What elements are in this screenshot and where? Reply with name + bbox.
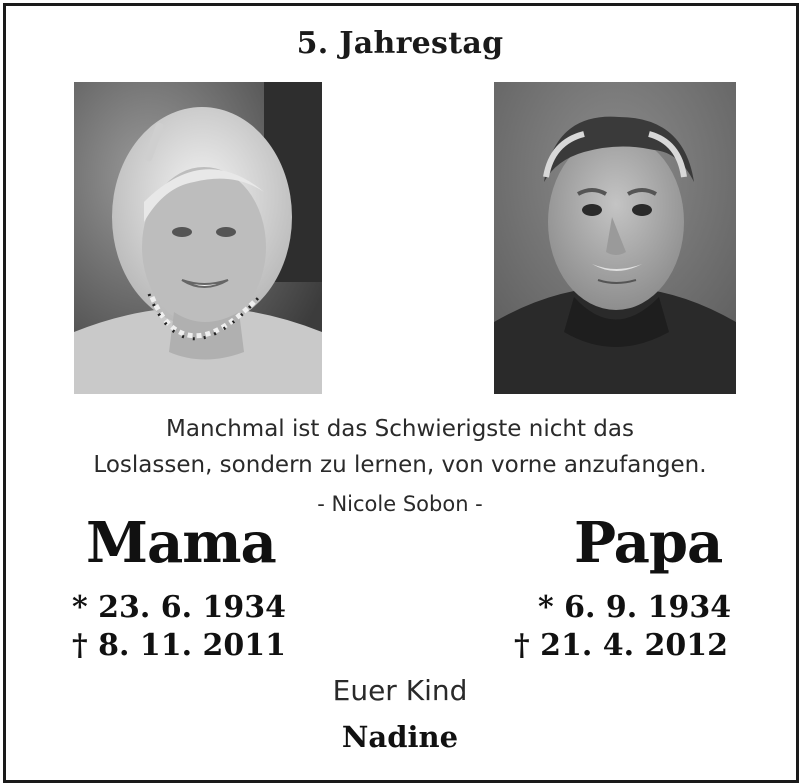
mama-birth-date: * 23. 6. 1934 [72,590,287,625]
mama-name: Mama [86,510,276,576]
mama-death-date: † 8. 11. 2011 [72,628,287,663]
papa-photo [494,82,736,394]
papa-birth-date: * 6. 9. 1934 [538,590,732,625]
quote-line-1: Manchmal ist das Schwierigste nicht das [166,416,634,442]
mama-photo [74,82,322,394]
signature-name: Nadine [341,720,459,754]
quote-line-2: Loslassen, sondern zu lernen, von vorne anzufangen. [93,452,707,478]
anniversary-title: 5. Jahrestag [296,26,504,61]
quote-author: - Nicole Sobon - [317,492,483,516]
papa-death-date: † 21. 4. 2012 [514,628,729,663]
papa-name: Papa [574,510,723,576]
signature-intro: Euer Kind [332,674,468,707]
